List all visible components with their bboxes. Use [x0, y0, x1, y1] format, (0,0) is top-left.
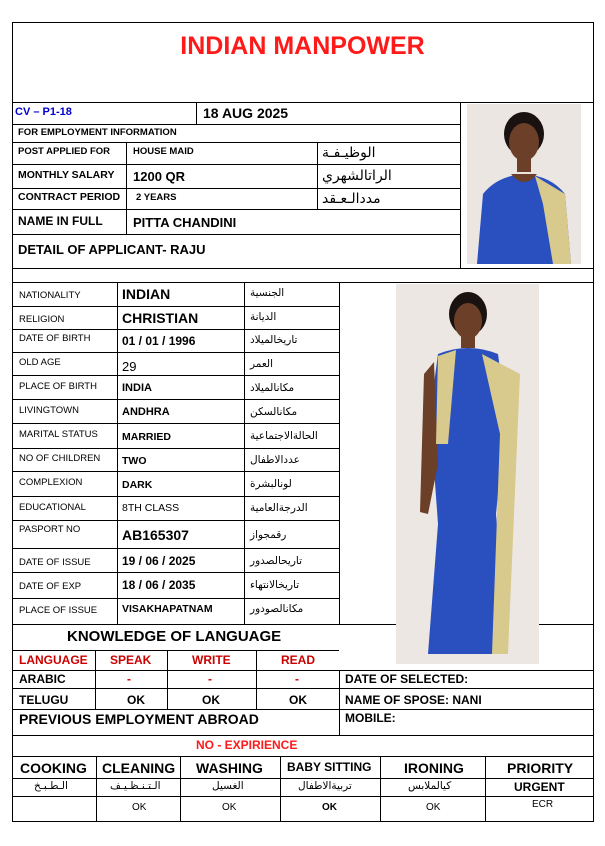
- lang-arabic-speak: -: [127, 672, 131, 686]
- spouse-name: NAME OF SPOSE: NANI: [345, 693, 482, 707]
- language-title: KNOWLEDGE OF LANGUAGE: [67, 628, 282, 645]
- previous-employment-title: PREVIOUS EMPLOYMENT ABROAD: [19, 711, 259, 727]
- lang-header-language: LANGUAGE: [19, 653, 88, 667]
- detail-value-livingtown: ANDHRA: [122, 406, 170, 418]
- detail-label-education: EDUCATIONAL: [19, 502, 86, 513]
- lang-telugu-speak: OK: [127, 693, 145, 707]
- cv-date: 18 AUG 2025: [203, 105, 289, 121]
- detail-label-nationality: NATIONALITY: [19, 290, 81, 301]
- detail-arabic-education: الدرجةالعامية: [250, 502, 308, 514]
- lang-telugu: TELUGU: [19, 693, 69, 707]
- lang-telugu-read: OK: [289, 693, 307, 707]
- detail-value-religion: CHRISTIAN: [122, 310, 199, 326]
- detail-label-passport: PASPORT NO: [19, 524, 81, 535]
- skill-ironing-ok: OK: [426, 802, 441, 813]
- detail-arabic-issue-date: تاريحالصدور: [250, 555, 303, 567]
- applicant-photo-small: [467, 104, 581, 264]
- priority-value: URGENT: [514, 780, 565, 794]
- skill-ironing: IRONING: [404, 760, 464, 776]
- detail-arabic-nationality: الجنسية: [250, 287, 285, 299]
- skill-baby-sitting-ar: تربيةالاطفال: [298, 780, 352, 792]
- detail-value-issue-date: 19 / 06 / 2025: [122, 554, 196, 568]
- detail-label-age: OLD AGE: [19, 357, 61, 368]
- detail-label-exp-date: DATE OF EXP: [19, 581, 82, 592]
- lang-header-read: READ: [281, 653, 316, 667]
- post-value: HOUSE MAID: [133, 146, 194, 157]
- skill-cooking-ar: الـطـبـخ: [34, 780, 68, 792]
- post-label: POST APPLIED FOR: [18, 146, 111, 157]
- contract-label: CONTRACT PERIOD: [18, 191, 121, 203]
- detail-value-marital: MARRIED: [122, 431, 171, 443]
- skill-baby-sitting: BABY SITTING: [287, 760, 372, 774]
- detail-value-complexion: DARK: [122, 479, 153, 491]
- detail-value-pob: INDIA: [122, 382, 152, 394]
- detail-arabic-dob: تاريخالميلاد: [250, 334, 298, 346]
- salary-label: MONTHLY SALARY: [18, 169, 115, 181]
- skill-washing-ok: OK: [222, 802, 237, 813]
- skill-washing-ar: الغسيل: [212, 780, 244, 792]
- lang-header-speak: SPEAK: [110, 653, 152, 667]
- detail-label-pob: PLACE OF BIRTH: [19, 381, 97, 392]
- applicant-detail: DETAIL OF APPLICANT- RAJU: [18, 242, 206, 257]
- lang-arabic: ARABIC: [19, 672, 66, 686]
- lang-header-write: WRITE: [192, 653, 231, 667]
- detail-value-exp-date: 18 / 06 / 2035: [122, 578, 196, 592]
- detail-arabic-issue-place: مكانالصودور: [250, 603, 304, 615]
- detail-value-education: 8TH CLASS: [122, 502, 180, 514]
- detail-arabic-exp-date: تاريخالانتهاء: [250, 579, 300, 591]
- detail-label-issue-place: PLACE OF ISSUE: [19, 605, 98, 616]
- previous-employment-value: NO - EXPIRIENCE: [196, 738, 298, 752]
- detail-arabic-complexion: لونالبشرة: [250, 478, 292, 490]
- detail-value-issue-place: VISAKHAPATNAM: [122, 603, 213, 615]
- skill-cooking: COOKING: [20, 760, 87, 776]
- page-title: INDIAN MANPOWER: [180, 32, 425, 60]
- salary-value: 1200 QR: [133, 169, 186, 184]
- detail-arabic-age: العمر: [250, 358, 274, 370]
- name-label: NAME IN FULL: [18, 214, 103, 228]
- skill-baby-sitting-ok: OK: [322, 802, 337, 813]
- detail-label-dob: DATE OF BIRTH: [19, 333, 91, 344]
- detail-arabic-pob: مكانالميلاد: [250, 382, 295, 394]
- date-selected: DATE OF SELECTED:: [345, 672, 469, 686]
- applicant-photo-full: [396, 284, 539, 664]
- lang-arabic-write: -: [208, 672, 212, 686]
- detail-arabic-livingtown: مكانالسكن: [250, 406, 298, 418]
- employment-section-label: FOR EMPLOYMENT INFORMATION: [18, 127, 177, 138]
- detail-label-livingtown: LIVINGTOWN: [19, 405, 79, 416]
- mobile: MOBILE:: [345, 711, 396, 725]
- skill-priority: PRIORITY: [507, 760, 574, 776]
- detail-arabic-religion: الديانة: [250, 311, 277, 323]
- contract-arabic: مددالـعـقد: [322, 191, 381, 207]
- detail-label-religion: RELIGION: [19, 314, 65, 325]
- skill-washing: WASHING: [196, 760, 263, 776]
- detail-arabic-children: عددالاطفال: [250, 454, 300, 466]
- lang-arabic-read: -: [295, 672, 299, 686]
- skill-cleaning-ok: OK: [132, 802, 147, 813]
- detail-value-passport: AB165307: [122, 527, 189, 543]
- detail-label-issue-date: DATE OF ISSUE: [19, 557, 91, 568]
- post-arabic: الوظيـفـة: [322, 145, 376, 161]
- detail-label-complexion: COMPLEXION: [19, 477, 83, 488]
- skill-cleaning: CLEANING: [102, 760, 176, 776]
- detail-value-nationality: INDIAN: [122, 286, 171, 302]
- detail-value-age: 29: [122, 359, 137, 374]
- detail-value-children: TWO: [122, 455, 147, 467]
- skill-cleaning-ar: الـتـنـظـيـف: [110, 780, 161, 792]
- name-value: PITTA CHANDINI: [133, 215, 237, 230]
- detail-label-children: NO OF CHILDREN: [19, 453, 101, 464]
- detail-value-dob: 01 / 01 / 1996: [122, 334, 196, 348]
- detail-arabic-marital: الحالةالاجتماعية: [250, 430, 318, 442]
- cv-code: CV – P1-18: [15, 106, 72, 118]
- skill-ironing-ar: كيالملابس: [408, 780, 452, 792]
- priority-ecr: ECR: [532, 799, 554, 810]
- contract-value: 2 YEARS: [136, 192, 177, 203]
- salary-arabic: الراتالشهري: [322, 168, 392, 184]
- detail-arabic-passport: رقمجواز: [250, 529, 287, 541]
- detail-label-marital: MARITAL STATUS: [19, 429, 98, 440]
- lang-telugu-write: OK: [202, 693, 220, 707]
